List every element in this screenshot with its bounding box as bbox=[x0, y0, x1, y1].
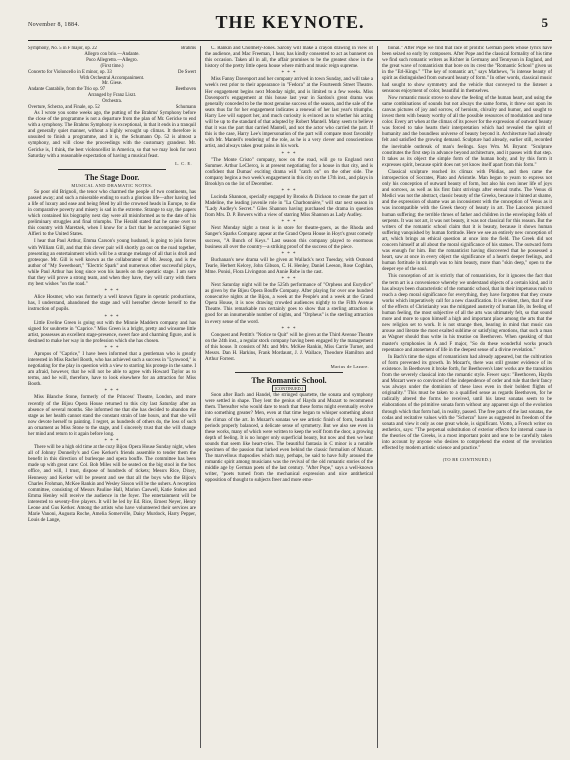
issue-date: November 8, 1884. bbox=[28, 22, 80, 28]
column-divider bbox=[377, 46, 378, 748]
page-header bbox=[28, 10, 552, 42]
paragraph: There will be a high old time at the cozy Bijou Opera House Sunday night, when all of Johnny Donnelly's and Geo Kerker's friends assemble to tender them the benefit in this direction of burlesque and opera bouffe. The committee has been made up with great care: Col. Bob Miles will be seated on the big stool in the box office, and will, I trust, dispose of hundreds of tickets; Messrs Rice, Dixey, Hennessy and Kerker will be present and see that all the boys who the Bijou's Charles Frohman, McKee Rankin and Wesley Sisson will be the ushers. A reception committee, consisting of Messrs Pauline Hall, Marion Caswell, Katie Stokes and Emma Henley will receive the audience in the foyer. The entertainment will be interested to seventy-five players. It will be led by Ed. Rice, Ernest Neyer, Henry Leone and Gus Kerker. Among the artists who have volunteered their services are Marie Vanoni, Augusta Roche, Amelia Somerville, Daisy Murdock, Harry Pepper, Louis de Lange, bbox=[28, 445, 196, 524]
column-1 bbox=[28, 46, 196, 748]
paragraph: Apropos of "Caprice," I have been informed that a gentleman who is greatly interested in Miss Rachel Booth, who has achieved such a success in "Lynwood," is negotiating for the play in question with a view to starring his protege in the same. I am afraid, however, that he will not be able to agree with Howard Taylor as to terms, and he will, therefore, have to look elsewhere for an attraction for Miss Booth. bbox=[28, 351, 196, 388]
paragraph: Miss Blanche Stone, formerly of the Princess' Theatre, London, and more recently of the Bijou Opera House returned to this city last Saturday after an absence of several months. She informed me that she has decided to abandon the stage as her health cannot stand the constant strain of late hours, and that she will now devote herself to painting. I regret, as hundreds of others do, the loss of such an ornament as Miss Stone to the stage, and I sincerely trust that she will change her mind and return to it again before long. bbox=[28, 395, 196, 437]
continued-text: [CONTINUED.] bbox=[272, 385, 306, 392]
paragraph: Conquest and Pettitt's "Notice to Quit" will be given at the Third Avenue Theatre on the 24th inst., a regular stock company having been engaged by the management of this house. It consists of Mr. and Mrs. McKee Rankin, Miss Carrie Turner, and Messrs. Dan H. Harkins, Frank Mordaunt, J. J. Wallace, Theodore Hamilton and Arthur Forrest. bbox=[205, 332, 373, 363]
concert-program bbox=[28, 46, 196, 111]
continued-label bbox=[205, 386, 373, 391]
program-piece: Poco Allegretto.—Allegro. bbox=[86, 57, 138, 63]
signature: L. C. E. bbox=[175, 160, 192, 166]
separator-stars: * * * bbox=[104, 439, 120, 445]
separator-stars: * * * bbox=[281, 326, 297, 332]
paragraph: tional." After Pope we find that race of prolific German poets whose lyrics have been seized so early by composers. After Pope and the classical formality of his time we find such romantic writers as Richter in Germany and Tennyson in England, and the great wave of romanticism that bore on its crest the "Romantic School" given us in the "Erl-Kings." "The key of romantic art," says Mathews, "is intense beauty of spirit as distinguished from outward beauty of form." In other words, classical music had sought to show symmetry and the vehicle that conveyed to the listener a sensuous enjoyment of color, beautiful in themselves. bbox=[382, 46, 552, 94]
paragraph: Next Monday night a treat is in store for theatre-goers, as the Rhoda and Sanger's Sparks Company appear at the Grand Opera House in Hoyt's great comedy success, "A Bunch of Keys." Last season this company played to enormous business all over the country—a striking proof of the success of the piece. bbox=[205, 226, 373, 250]
paragraph: Classical sculpture reached its climax with Phidias, and then came the introspection of Socrates, Plato and Aristotle. Man began to yearn to express not only his conception of outward beauty of form, but also his own inner life of joys and sorrows, as well as his first faint strivings after eternal truths. The Venus di Medici was not the abstract, classic beauty of the Greeks, because it hinted at shame, and the expression of shame was an inconsistent with the conception of Venus as it was incompatible with the Greek theory of beauty in art. The Laocoon pictured human suffering; the terrible throes of father and children in the enveloping folds of serpents. It was not art, it was not beauty, it was not classical for this reason. But the writers of the romantic school claim that it is beauty, because it shows human suffering vanquished by human fortitude. Here we see an entirely new conception of art, which brings an ethical question at once into the field. The Greek did not concern himself at all about the moral significance of his statues. The outward form was enough for him. But the romanticist having discovered that he possessed a heart, saw at once in every object the significance of a heart's deeper feelings, and human fortitude in triumph was to him beauty, more than "skin deep," open to the deeper eye of the soul. bbox=[382, 169, 552, 273]
paragraph: So poor old Brignoli, the tenor who charmed the people of two continents, has passed away; and such a miserable ending to such a glorious life—after having led a life of luxury and ease and being féted by all the crowned heads in Europe, to die in comparative poverty and misery is sad in the extreme. Strange to say, the papers which contained his biography next day were all misinformed as to the date of his preliminary struggles and final triumphs. The Herald stated that he came over to this country with Maretzek, when I know for a fact that he accompanied Signor Alfieri to the United States. bbox=[28, 189, 196, 238]
paragraph: I hear that Paul Arthur, Emma Carson's young husband, is going to join forces with William Gill, and that this clever pair will shortly go out on the road together, presenting an entertainment which will be a strange melange of all that is droll and grotesque. Mr. Gill is well known as the collaborateur of Mr. Jessop, and is the author of "My Sweetheart," "Electric Spark" and numerous other successful plays, while Paul Arthur has long since won his laurels on the operatic stage. I am sure that they will prove a strong team, and when they have, they will carry with them my best wishes "on the road." bbox=[28, 239, 196, 288]
separator-stars: * * * bbox=[104, 389, 120, 395]
paragraph: This conception of art is strictly that of romanticists, for it ignores the fact that the term art is a convenience whereby we understand objects of a certain kind, and it has always been characteristic of the romantic school, that in their impetuous rush to reach a deep moral significance for everything, they have forgotten that they create works which imperatively call for a new classification. It is evident, then, that if one of the effects of Christianity was the mitigated austerity of human life, its feeling of human feeling, the most subjective of all the arts was ultimately felt, so that sound more and more to upon himself a high and important place among the arts that the new religion set to work. It is not strange then, bearing in mind that music can arouse and literate the most exalted sublime or satisfying emotions, that such a man as Wagner should thus write in his treatise on Beethoven. When speaking of that master's symphonies in A and F major, "So do these wonderful works preach repentance and atonement of life in the deepest sense of a divine revelation." bbox=[382, 274, 552, 353]
paragraph: Little Eveline Green is going out with the Minnie Maddern company and has signed for soubrette in "Caprice." Miss Green is a bright, pretty and winsome little artist, possesses an excellent stage-presence, sweet face and charming figure, and is destined to make her way in the profession which she has chosen. bbox=[28, 320, 196, 344]
program-piece: Allegro con brio.—Andante. bbox=[84, 51, 140, 57]
separator-stars: * * * bbox=[281, 151, 297, 157]
section-heading: The Romantic School. bbox=[251, 376, 327, 386]
section-subheading: MUSICAL AND DRAMATIC NOTES. bbox=[71, 182, 153, 188]
paragraph: Now romantic music strove to show the feeling of the human heart, and using the same combinations of sounds but not always the same forms, it threw out upon its canvas pictures of joy and sorrow, of heroism, chivalry and humor, and sought to invest them with beauty worthy of all the possible resources of modulation and tone color. Every art when at the climax of its power for the expression of outward beauty was forced to take hearts their interpretation which had revealed the spirit of humanity and the boundless universe of beauty beyond it. Architecture had already felt and satisfied the growing demand. Sculpture had already, earlier still, recorded the inevitable outbreak of man's feelings. Says Wm. M. Bryant: "Sculpture constitutes the first step in advance beyond architecture, and it passes with that step. It takes as its object the simple form of the human body, and by this form it expresses spirit, because spirit does not yet know itself apart from this form." bbox=[382, 95, 552, 168]
section-heading: The Stage Door. bbox=[84, 172, 140, 182]
program-piece: (First time.) bbox=[100, 63, 124, 69]
program-composer: Beethoven bbox=[175, 87, 196, 93]
paragraph: Alice Hosmer, who was formerly a well known figure in operatic productions, has, I understand, abandoned the stage and will hereafter devote herself to the instruction of pupils. bbox=[28, 295, 196, 313]
paragraph: As I wrote you some weeks ago, the putting of the Brahms' Symphony before the close of the programme is not a departure from the plan of Mr. Gericke to end with a symphony. The Brahms Symphony is exceptional, in that it ends in a tranquil and generally quiet manner, without a highly wrought up climax. It therefore is unsuited to finish a programme, and it is, the Schumann Op. 52 is almost a symphony, and will close the proceedings with the customary grandeur. Mr. Gericke is, I think, the best violoncellist in America, so that we may look for next Saturday with a reasonable expectation of having a musical feast. bbox=[28, 110, 196, 159]
separator-stars: * * * bbox=[104, 289, 120, 295]
separator-stars: * * * bbox=[104, 345, 120, 351]
paragraph: Lucinda Shannon, specially engaged by Brooks & Dickson to create the part of Madeline, the leading juvenile role in "La Charbonnière," will star next season in "Lady Audley's Secret." Giles Shannon having purchased the drama in question from Mrs. D. P. Bowers with a view of starring Miss Shannon as Lady Audley. bbox=[205, 194, 373, 219]
program-composer: Brahms bbox=[181, 46, 196, 51]
program-piece: Symphony, No. 5 in F major, op. 22 bbox=[28, 46, 97, 51]
separator-stars: * * * bbox=[281, 220, 297, 226]
separator-stars: * * * bbox=[281, 188, 297, 194]
program-piece: With Orchestral Accompaniment. bbox=[79, 75, 145, 81]
paragraph: Buchanan's new drama will be given at Wallack's next Tuesday, with Osmond Tearle, Herbert Kelcey, John Gibson, C. H. Henley, Daniel Leeson, Rose Coghlan, Mme. Ponisi, Flora Livingston and Annie Robe in the cast. bbox=[205, 257, 373, 275]
program-piece: Orchestra. bbox=[102, 99, 122, 105]
program-composer: De Swert bbox=[178, 69, 196, 75]
section-rule bbox=[58, 169, 166, 170]
program-piece: Arranged by Franz Liszt. bbox=[87, 93, 137, 99]
separator-stars: * * * bbox=[104, 314, 120, 320]
separator-stars: * * * bbox=[281, 277, 297, 282]
signature: Marius de Lazare. bbox=[330, 364, 369, 370]
masthead-title: THE KEYNOTE. bbox=[215, 12, 365, 32]
column-2 bbox=[205, 46, 373, 748]
column-3 bbox=[382, 46, 552, 748]
separator-stars: * * * bbox=[281, 251, 297, 257]
program-composer: Schumann bbox=[175, 105, 196, 111]
program-piece: Concerto for Violoncello in E minor, op. 33 bbox=[28, 69, 112, 75]
paragraph: Miss Fanny Davenport and her company arrived in town Sunday, and will take a week's rest prior to their appearance in "Fedora" at the Fourteenth Street Theatre. Her engagement begins next Monday night, and is limited to a few weeks. Miss Davenport's engagement at this house last year in Sardou's great drama was generally conceded to be the most genuine success of the season, and the sale of the seats thus far for her engagement indicates a renewal of her last year's triumphs. Harry Lee will support her, and much curiosity is evinced as to whether his acting will be up to the standard of that adopted by Robert Mantell. Many seem to believe that it was the part that carried Mantell, and not the actor who carried the part. If this is the case, Harry Lee's impersonation of the part will compare most favorably with Mr. Mantell's rendering of the role, as he is a very clever and conscientious artist, and always takes great pains in his work. bbox=[205, 77, 373, 150]
section-rule bbox=[235, 372, 343, 373]
paragraph: "The Monte Cristo" company, now on the road, will go to England next Summer. Arthur LeClercq, is at present negotiating for a house in that city, and is confident that Dumas' exciting drama will "catch on" on the other side. The company begins a two week's engagement in this city on the 17th inst., and plays in Brooklyn on the 1st of December. bbox=[205, 157, 373, 187]
program-piece: Mr. Giese. bbox=[101, 81, 123, 87]
separator-stars: * * * bbox=[281, 71, 297, 77]
page-number: 5 bbox=[541, 15, 548, 30]
to-be-continued: (TO BE CONTINUED.) bbox=[442, 457, 492, 463]
paragraph: Soon after Bach and Handel, the stringed quartette, the sonata and symphony were settled in shape. They lent the genius of Haydn and Mozart to recommend them. Thereafter who would dare to teach that these forms might eventually evolve into something greater? Men, even at that time began to whisper something about the climax of the art. In Mozart's sonatas we see artistic finish of form, beautiful periods properly balanced, a delicate sense of symmetry. But we also see even in these works, many of which were written to keep the wolf from the door, a growing depth of feeling. It is no longer only superficial beauty, but now and then we hear sounds that seem like heart-cries. The beautiful fantasia in C minor is a notable specimen of the passion that lurked even behind the classic formalism of Mozart. The marvellous rhapsodies which may, perhaps, be said to have fully aroused the romantic spirit among musicians was the revival of the old romantic stories of the middle age by German poets of the last century. "After Pope," says a well-known writer, "poets turned from the mechanical expression and nice antithetical opposition of thought to subjects freer and more emo- bbox=[205, 393, 373, 484]
program-piece: Andante Cantabile, from the Trio op. 97 bbox=[28, 87, 106, 93]
header-rule bbox=[28, 40, 552, 41]
paragraph: In Bach's time the signs of romanticism had already appeared, but the cultivation of form prevented its growth. In Mozart's, there was still greater evidence of its existence. In Beethoven it broke forth, for Beethoven's later works are the transition from the severely classical into the romantic style. Fewer says: "Beethoven, Haydn and Mozart were so convinced of the independence of order and rule that their fancy was always under the dominion of these laws even in their boldest flights of originality." This must be taken to a qualified sense as regards Beethoven, for he radically altered the forms he received, until his latest sonatas seem to be elaborations of the primitive sonata form without any apparent sign of the evolution through which that form had, in reality, passed. The free parts of the last sonatas, the codas and recitative values with the "Scherzo" have as suggested its freedom of the sonata and view it only as one great whole, is significant. Viotto, a French writer on æsthetics, says: "The perpetual substitution of exterior effects for internal cause in the theories of the Greeks, is a most important point and one to be carefully taken into account by anyone who desires to comprehend the extent of the revolution effected by modern artistic science and practice." bbox=[382, 354, 552, 452]
paragraph: Next Saturday night will be the 525th performance of "Orpheus and Eurydice" as given by the Bijou Opera Bouffe Company. After playing for over one hundred consecutive nights at the Bijou, a week at the People's and a week at the Grand Opera House, it is now drawing crowded audiences nightly to the Fifth Avenue Theatre. This remarkable run certainly goes to show that a sterling attraction is good for an innumerable number of nights, and "Orpheus" is the sterling attraction in every sense of the word. bbox=[205, 283, 373, 325]
paragraph: C. Rankin and Cholmely-Jones. Sarony will make a crayon drawing in view of the audience, and Mac Freeman, I hear, has kindly consented to act as banneret on this occasion. Taken all in all, the affair promises to be the greatest show in the history of the pretty little opera house where mirth and music reign supreme. bbox=[205, 46, 373, 70]
column-divider bbox=[200, 46, 201, 748]
program-piece: Overture, Scherzo, and Finale, op. 52 bbox=[28, 105, 100, 111]
